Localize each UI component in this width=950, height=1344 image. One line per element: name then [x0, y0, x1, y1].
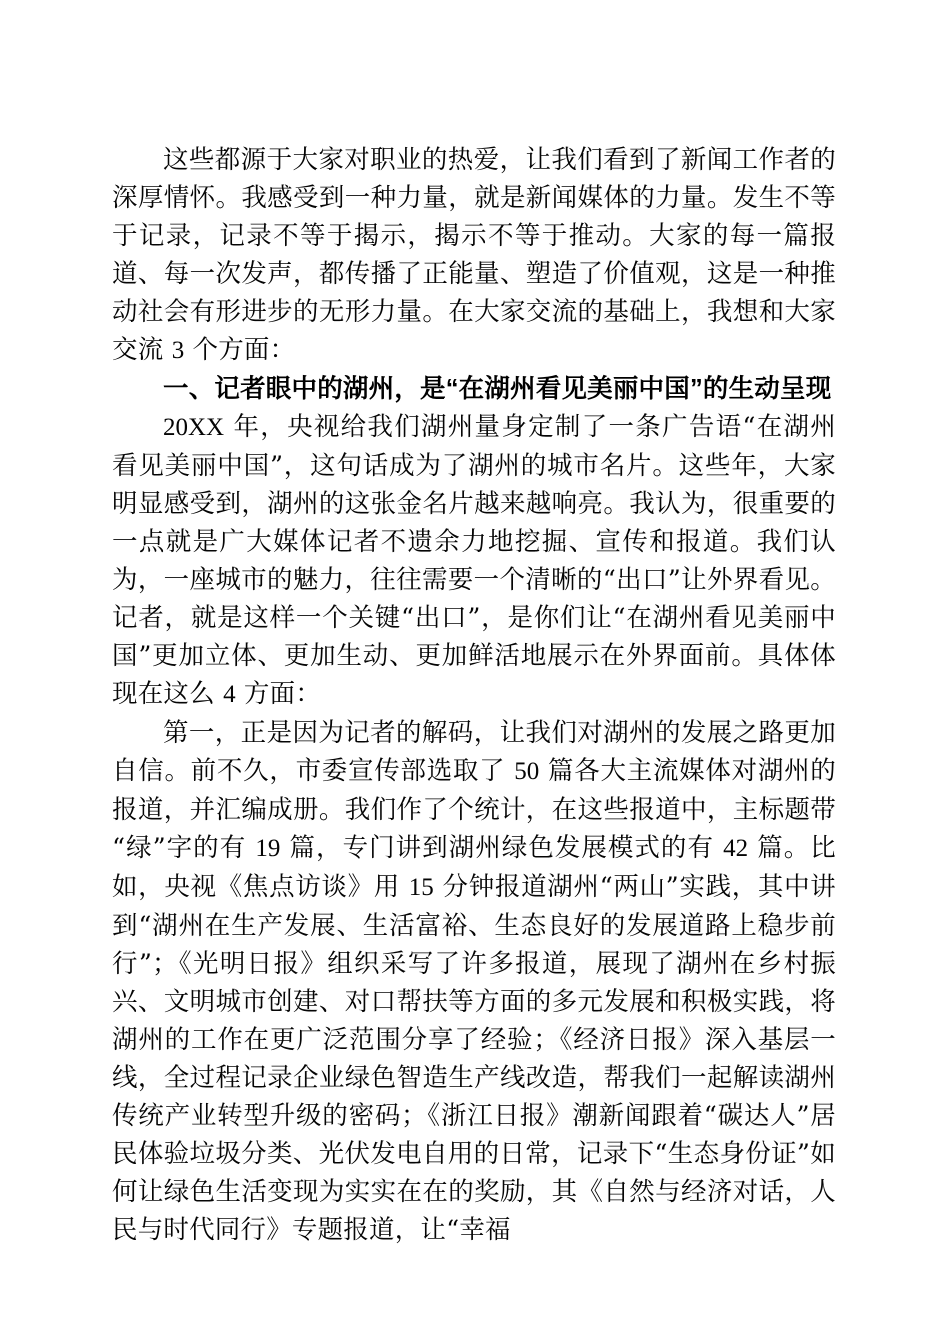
paragraph-point-one: 第一，正是因为记者的解码，让我们对湖州的发展之路更加自信。前不久，市委宣传部选取了 50 篇各大主流媒体对湖州的报道，并汇编成册。我们作了个统计，在这些报道中，主标题带“绿”字的有 19 篇，专门讲到湖州绿色发展模式的有 42 篇。比如，央视《焦点访谈》用 15 分钟报道湖州“两山”实践，其中讲到“湖州在生产发展、生活富裕、生态良好的发展道路上稳步前行”；《光明日报》组织采写了许多报道，展现了湖州在乡村振兴、文明城市创建、对口帮扶等方面的多元发展和积极实践，将湖州的工作在更广泛范围分享了经验；《经济日报》深入基层一线，全过程记录企业绿色智造生产线改造，帮我们一起解读湖州传统产业转型升级的密码；《浙江日报》潮新闻跟着“碳达人”居民体验垃圾分类、光伏发电自用的日常，记录下“生态身份证”如何让绿色生活变现为实实在在的奖励，其《自然与经济对话，人民与时代同行》专题报道，让“幸福	[112, 718, 836, 1245]
section-heading-one: 一、记者眼中的湖州，是“在湖州看见美丽中国”的生动呈现	[163, 375, 832, 403]
intro-paragraph: 这些都源于大家对职业的热爱，让我们看到了新闻工作者的深厚情怀。我感受到一种力量，就是新闻媒体的力量。发生不等于记录，记录不等于揭示，揭示不等于推动。大家的每一篇报道、每一次发声，都传播了正能量、塑造了价值观，这是一种推动社会有形进步的无形力量。在大家交流的基础上，我想和大家交流 3 个方面：	[112, 145, 836, 365]
paragraph-city-card: 20XX 年，央视给我们湖州量身定制了一条广告语“在湖州看见美丽中国”，这句话成为了湖州的城市名片。这些年，大家明显感受到，湖州的这张金名片越来越响亮。我认为，很重要的一点就是广大媒体记者不遗余力地挖掘、宣传和报道。我们认为，一座城市的魅力，往往需要一个清晰的“出口”让外界看见。记者，就是这样一个关键“出口”，是你们让“在湖州看见美丽中国”更加立体、更加生动、更加鲜活地展示在外界面前。具体体现在这么 4 方面：	[112, 412, 836, 709]
document-text-column	[112, 141, 836, 1249]
